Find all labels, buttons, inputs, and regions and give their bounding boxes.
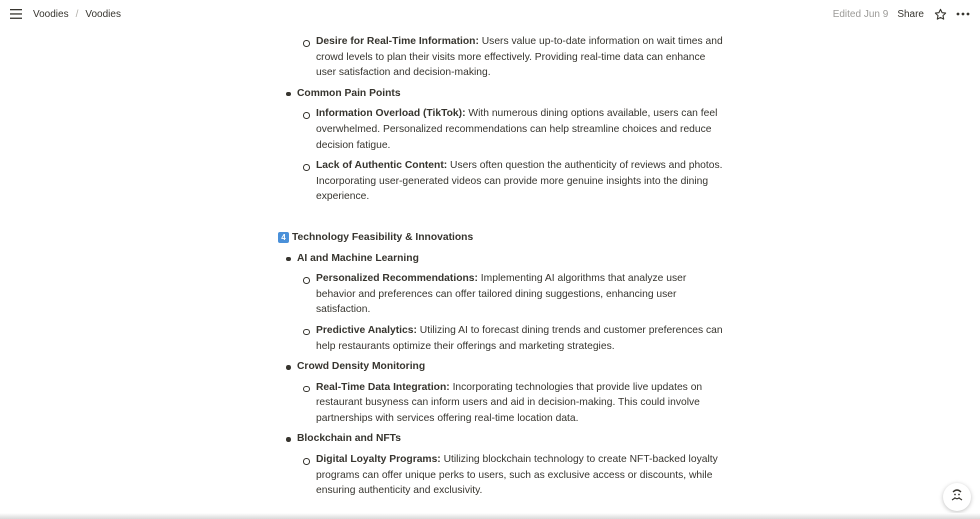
list-item	[278, 323, 723, 354]
item-title: Personalized Recommendations:	[316, 273, 478, 285]
star-outline-icon[interactable]	[933, 7, 947, 21]
document-body	[278, 34, 723, 504]
list-item-heading: Crowd Density Monitoring	[278, 359, 723, 375]
list-item	[278, 106, 723, 153]
list-item	[278, 271, 723, 318]
technology-list	[278, 251, 723, 499]
list-item-heading: Blockchain and NFTs	[278, 431, 723, 447]
breadcrumb-item-current[interactable]: Voodies	[85, 8, 121, 20]
list-item	[278, 34, 723, 81]
item-title: Predictive Analytics:	[316, 324, 417, 336]
hamburger-menu-icon[interactable]	[10, 8, 22, 20]
item-text: Incorporating technologies that provide live updates on restaurant busyness can inform users and aid in decision-making. This could involve partnerships with services offering real-time location data.	[316, 381, 703, 424]
topbar-actions	[833, 7, 970, 21]
list-item	[278, 452, 723, 499]
item-text: Users often question the authenticity of reviews and photos. Incorporating user-generated videos can provide more genuine insights into the dining experience.	[316, 160, 723, 203]
section-heading	[278, 230, 723, 246]
list-item-heading: Common Pain Points	[278, 86, 723, 102]
notion-face-icon	[948, 486, 966, 509]
item-text: Utilizing AI to forecast dining trends and customer preferences can help restaurants optimize their offerings and marketing strategies.	[316, 324, 723, 352]
list-item	[278, 158, 723, 205]
item-text: With numerous dining options available, users can feel overwhelmed. Personalized recommendations can help streamline choices and reduce decision fatigue.	[316, 108, 718, 151]
item-title: Digital Loyalty Programs:	[316, 454, 441, 466]
user-needs-list	[278, 34, 723, 205]
item-text: Utilizing blockchain technology to create NFT-backed loyalty programs can offer unique perks to users, such as exclusive access or discounts, while ensuring authenticity and exclusivity.	[316, 454, 718, 497]
list-item-heading: AI and Machine Learning	[278, 251, 723, 267]
help-button[interactable]	[943, 483, 971, 511]
section-title: Technology Feasibility & Innovations	[292, 231, 474, 243]
item-text: Users value up-to-date information on wait times and crowd levels to plan their visits more effectively. Providing real-time data can enhance user satisfaction and decision-making.	[316, 36, 723, 79]
breadcrumb-separator: /	[75, 8, 79, 20]
more-options-icon[interactable]	[956, 7, 970, 21]
keycap-number-icon: 4	[278, 232, 289, 243]
item-text: Implementing AI algorithms that analyze user behavior and preferences can offer tailored dining suggestions, enhancing user satisfaction.	[316, 273, 687, 316]
item-title: Lack of Authentic Content:	[316, 160, 448, 172]
list-item	[278, 380, 723, 427]
item-title: Information Overload (TikTok):	[316, 108, 466, 120]
window-bottom-edge	[0, 513, 980, 519]
top-bar	[0, 0, 980, 28]
breadcrumb-item-parent[interactable]: Voodies	[33, 8, 69, 20]
share-button[interactable]: Share	[897, 8, 924, 20]
item-title: Real-Time Data Integration:	[316, 381, 450, 393]
edited-timestamp: Edited Jun 9	[832, 8, 889, 20]
item-title: Desire for Real-Time Information:	[316, 36, 479, 47]
